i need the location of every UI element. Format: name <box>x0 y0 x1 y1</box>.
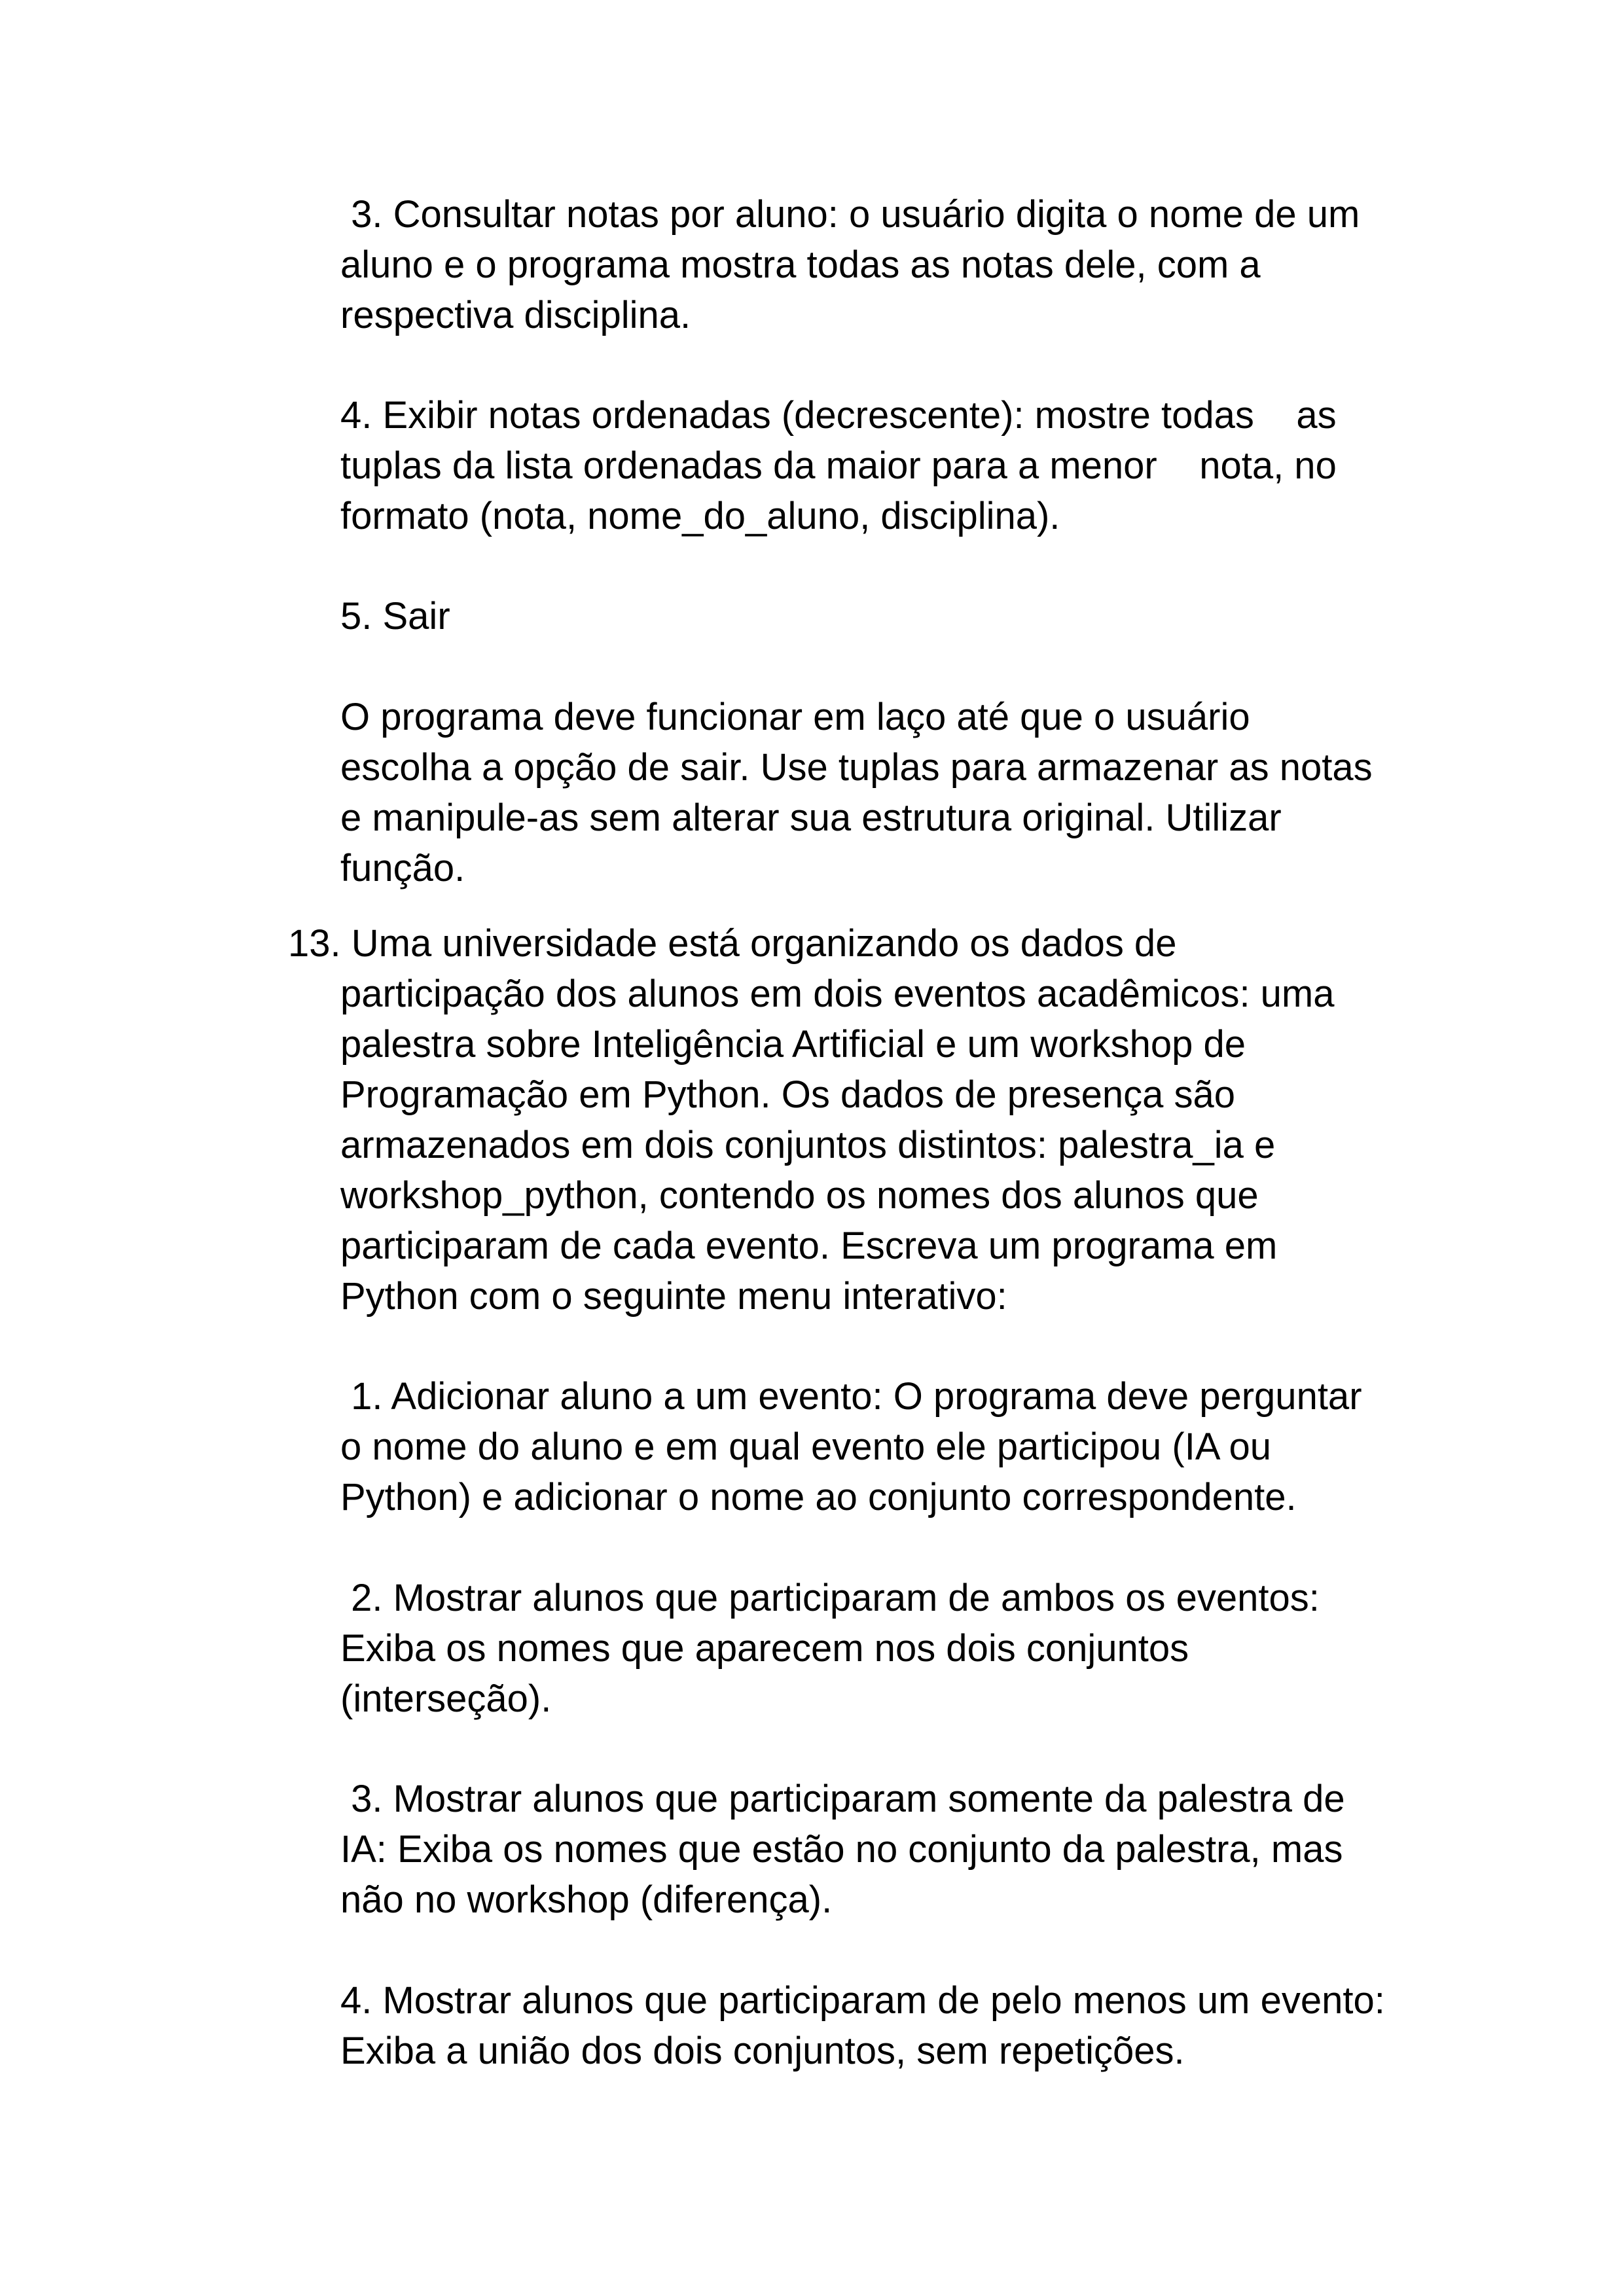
paragraph-line-2: escolha a opção de sair. Use tuplas para armazenar as notas <box>340 746 1373 789</box>
question-13-line-2: participação dos alunos em dois eventos acadêmicos: uma <box>340 973 1335 1015</box>
option-4-line-1: 4. Mostrar alunos que participaram de pelo menos um evento: <box>340 1979 1385 2022</box>
question-13-line-7: participaram de cada evento. Escreva um programa em <box>340 1225 1278 1267</box>
option-2-line-2: Exiba os nomes que aparecem nos dois conjuntos <box>340 1627 1189 1670</box>
paragraph-line-3: e manipule-as sem alterar sua estrutura original. Utilizar <box>340 797 1282 839</box>
option-1-line-3: Python) e adicionar o nome ao conjunto correspondente. <box>340 1476 1297 1518</box>
option-3-line-3: não no workshop (diferença). <box>340 1878 833 1921</box>
item-5-line: 5. Sair <box>340 595 450 637</box>
question-13-line-6: workshop_python, contendo os nomes dos alunos que <box>340 1174 1259 1217</box>
question-13-line-1: 13. Uma universidade está organizando os dados de <box>288 922 1177 965</box>
question-13-line-4: Programação em Python. Os dados de presença são <box>340 1073 1235 1116</box>
item-4-line-3: formato (nota, nome_do_aluno, disciplina). <box>340 495 1060 537</box>
item-3-line-1: 3. Consultar notas por aluno: o usuário digita o nome de um <box>340 193 1360 236</box>
item-4-line-1: 4. Exibir notas ordenadas (decrescente): mostre todas as <box>340 394 1337 437</box>
option-1-line-2: o nome do aluno e em qual evento ele participou (IA ou <box>340 1426 1271 1468</box>
question-13-line-5: armazenados em dois conjuntos distintos: palestra_ia e <box>340 1124 1276 1166</box>
option-1-line-1: 1. Adicionar aluno a um evento: O programa deve perguntar <box>340 1375 1362 1418</box>
paragraph-line-4: função. <box>340 847 465 889</box>
item-4-line-2: tuplas da lista ordenadas da maior para a menor nota, no <box>340 444 1337 487</box>
option-3-line-2: IA: Exiba os nomes que estão no conjunto da palestra, mas <box>340 1828 1343 1871</box>
question-13-line-8: Python com o seguinte menu interativo: <box>340 1275 1007 1318</box>
item-3-line-3: respectiva disciplina. <box>340 294 691 336</box>
option-3-line-1: 3. Mostrar alunos que participaram somente da palestra de <box>340 1778 1345 1820</box>
option-2-line-3: (interseção). <box>340 1677 552 1720</box>
option-2-line-1: 2. Mostrar alunos que participaram de ambos os eventos: <box>340 1577 1320 1619</box>
option-4-line-2: Exiba a união dos dois conjuntos, sem repetições. <box>340 2030 1185 2072</box>
item-3-line-2: aluno e o programa mostra todas as notas dele, com a <box>340 243 1261 286</box>
question-13-line-3: palestra sobre Inteligência Artificial e um workshop de <box>340 1023 1246 1066</box>
paragraph-line-1: O programa deve funcionar em laço até que o usuário <box>340 696 1250 738</box>
